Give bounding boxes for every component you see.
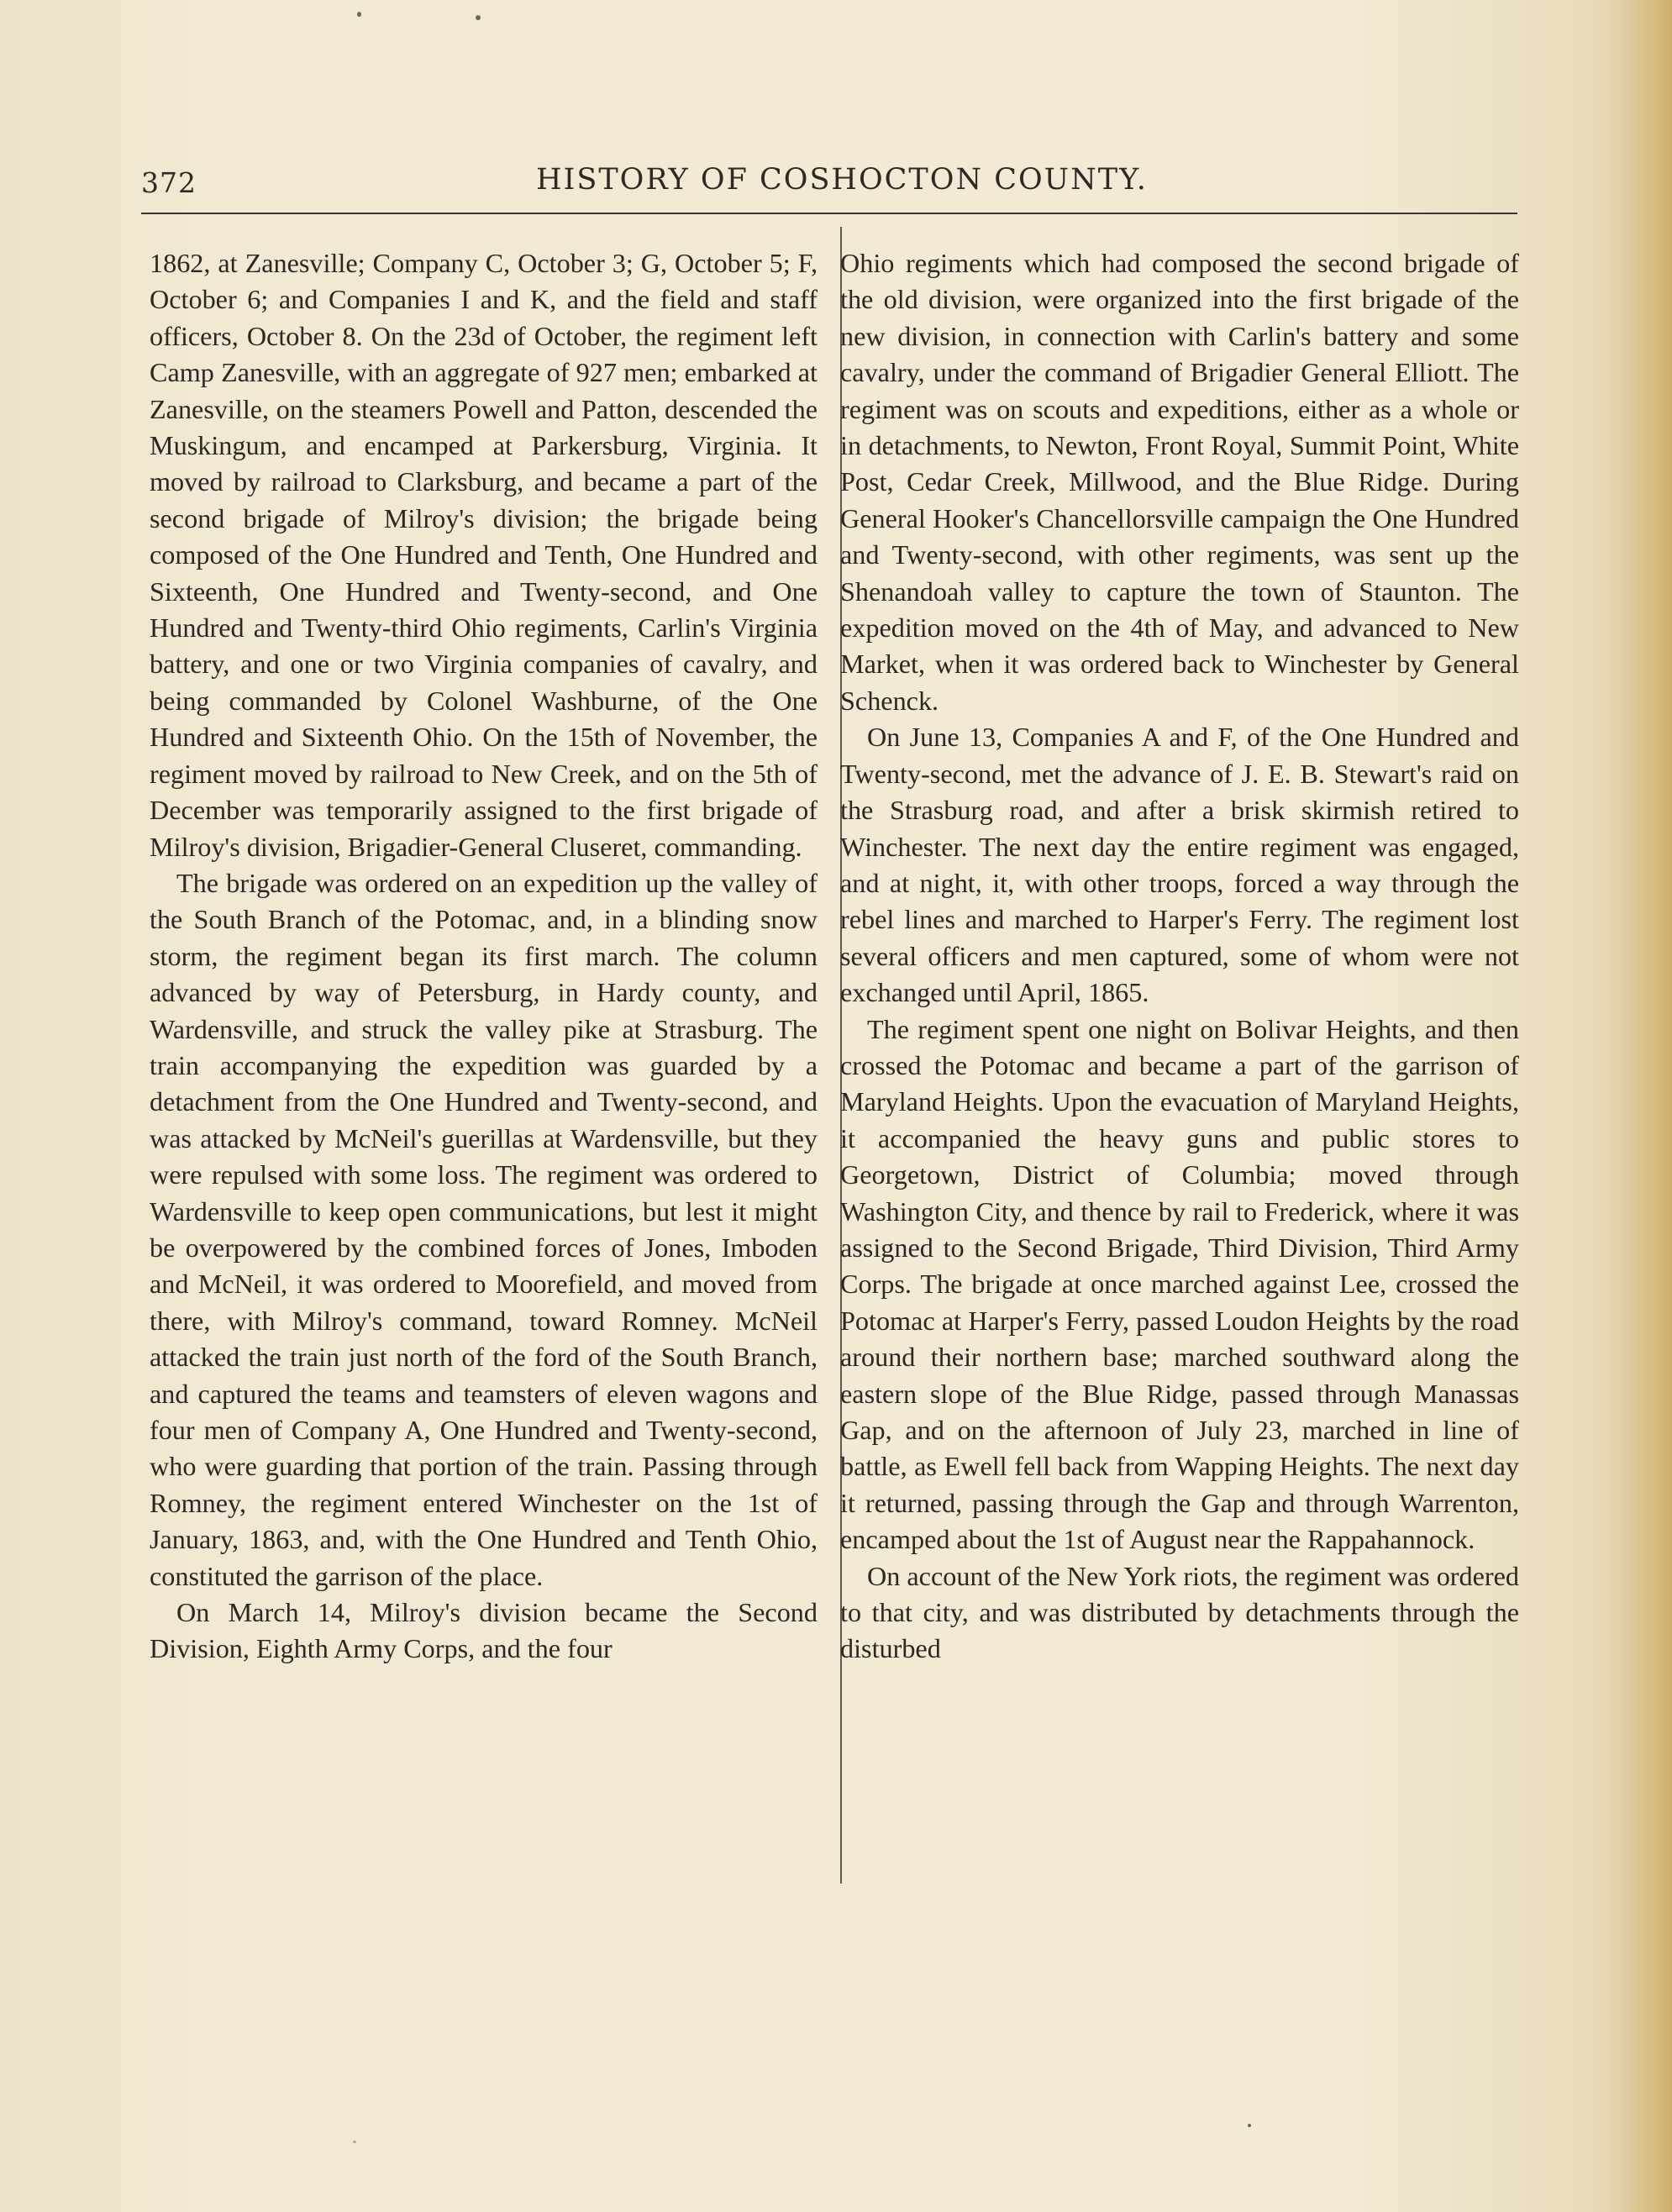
- print-speck: [476, 15, 481, 20]
- right-paragraph-3: The regiment spent one night on Bolivar Heights, and then crossed the Potomac and became a part of the garrison of Maryland Heights. Upon the evacuation of Maryland Heights, it accompanied the heavy guns and public stores to Georgetown, District of Columbia; moved through Washington City, and thence by rail to Frederick, where it was assigned to the Second Brigade, Third Division, Third Army Corps. The brigade at once marched against Lee, crossed the Potomac at Harper's Ferry, passed Loudon Heights by the road around their northern base; marched southward along the eastern slope of the Blue Ridge, passed through Manassas Gap, and on the afternoon of July 23, marched in line of battle, as Ewell fell back from Wapping Heights. The next day it returned, passing through the Gap and through Warrenton, encamped about the 1st of August near the Rappahannock.: [840, 1013, 1519, 1555]
- right-column: [840, 245, 1519, 1668]
- right-paragraph-1: Ohio regiments which had composed the second brigade of the old division, were organized into the first brigade of the new division, in connection with Carlin's battery and some cavalry, under the command of Brigadier General Elliott. The regiment was on scouts and expeditions, either as a whole or in detachments, to Newton, Front Royal, Summit Point, White Post, Cedar Creek, Millwood, and the Blue Ridge. During General Hooker's Chancellorsville campaign the One Hundred and Twenty-second, with other regiments, was sent up the Shenandoah valley to capture the town of Staunton. The expedition moved on the 4th of May, and advanced to New Market, when it was ordered back to Winchester by General Schenck.: [840, 248, 1519, 716]
- right-paragraph-4: On account of the New York riots, the regiment was ordered to that city, and was distributed by detachments through the disturbed: [840, 1560, 1519, 1664]
- header-rule: [141, 213, 1517, 214]
- page-header: [141, 160, 1511, 210]
- left-paragraph-3: On March 14, Milroy's division became the Second Division, Eighth Army Corps, and the four: [150, 1597, 818, 1664]
- left-paragraph-1: 1862, at Zanesville; Company C, October 3; G, October 5; F, October 6; and Companies I and K, and the field and staff officers, October 8. On the 23d of October, the regiment left Camp Zanesville, with an aggregate of 927 men; embarked at Zanesville, on the steamers Powell and Patton, descended the Muskingum, and encamped at Parkersburg, Virginia. It moved by railroad to Clarksburg, and became a part of the second brigade of Milroy's division; the brigade being composed of the One Hundred and Tenth, One Hundred and Sixteenth, One Hundred and Twenty-second, and One Hundred and Twenty-third Ohio regiments, Carlin's Virginia battery, and one or two Virginia companies of cavalry, and being commanded by Colonel Washburne, of the One Hundred and Sixteenth Ohio. On the 15th of November, the regiment moved by railroad to New Creek, and on the 5th of December was temporarily assigned to the first brigade of Milroy's division, Brigadier-General Cluseret, commanding.: [150, 248, 818, 862]
- print-speck: [353, 2141, 356, 2143]
- page-edge-shading: [1622, 0, 1672, 2212]
- running-title: HISTORY OF COSHOCTON COUNTY.: [536, 163, 1148, 197]
- print-speck: [357, 12, 361, 17]
- print-speck: [1248, 2124, 1251, 2127]
- left-paragraph-2: The brigade was ordered on an expedition up the valley of the South Branch of the Potomac, and, in a blinding snow storm, the regiment began its first march. The column advanced by way of Petersburg, in Hardy county, and Wardensville, and struck the valley pike at Strasburg. The train accompanying the expedition was guarded by a detachment from the One Hundred and Twenty-second, and was attacked by McNeil's guerillas at Wardensville, but they were repulsed with some loss. The regiment was ordered to Wardensville to keep open communications, but lest it might be overpowered by the combined forces of Jones, Imboden and McNeil, it was ordered to Moorefield, and moved from there, with Milroy's command, toward Romney. McNeil attacked the train just north of the ford of the South Branch, and captured the teams and teamsters of eleven wagons and four men of Company A, One Hundred and Twenty-second, who were guarding that portion of the train. Passing through Romney, the regiment entered Winchester on the 1st of January, 1863, and, with the One Hundred and Tenth Ohio, constituted the garrison of the place.: [150, 867, 818, 1591]
- left-column: [150, 245, 818, 1668]
- page-number: 372: [141, 166, 197, 199]
- right-paragraph-2: On June 13, Companies A and F, of the One Hundred and Twenty-second, met the advance of J. E. B. Stewart's raid on the Strasburg road, and after a brisk skirmish retired to Winchester. The next day the entire regiment was engaged, and at night, it, with other troops, forced a way through the rebel lines and marched to Harper's Ferry. The regiment lost several officers and men captured, some of whom were not exchanged until April, 1865.: [840, 722, 1519, 1008]
